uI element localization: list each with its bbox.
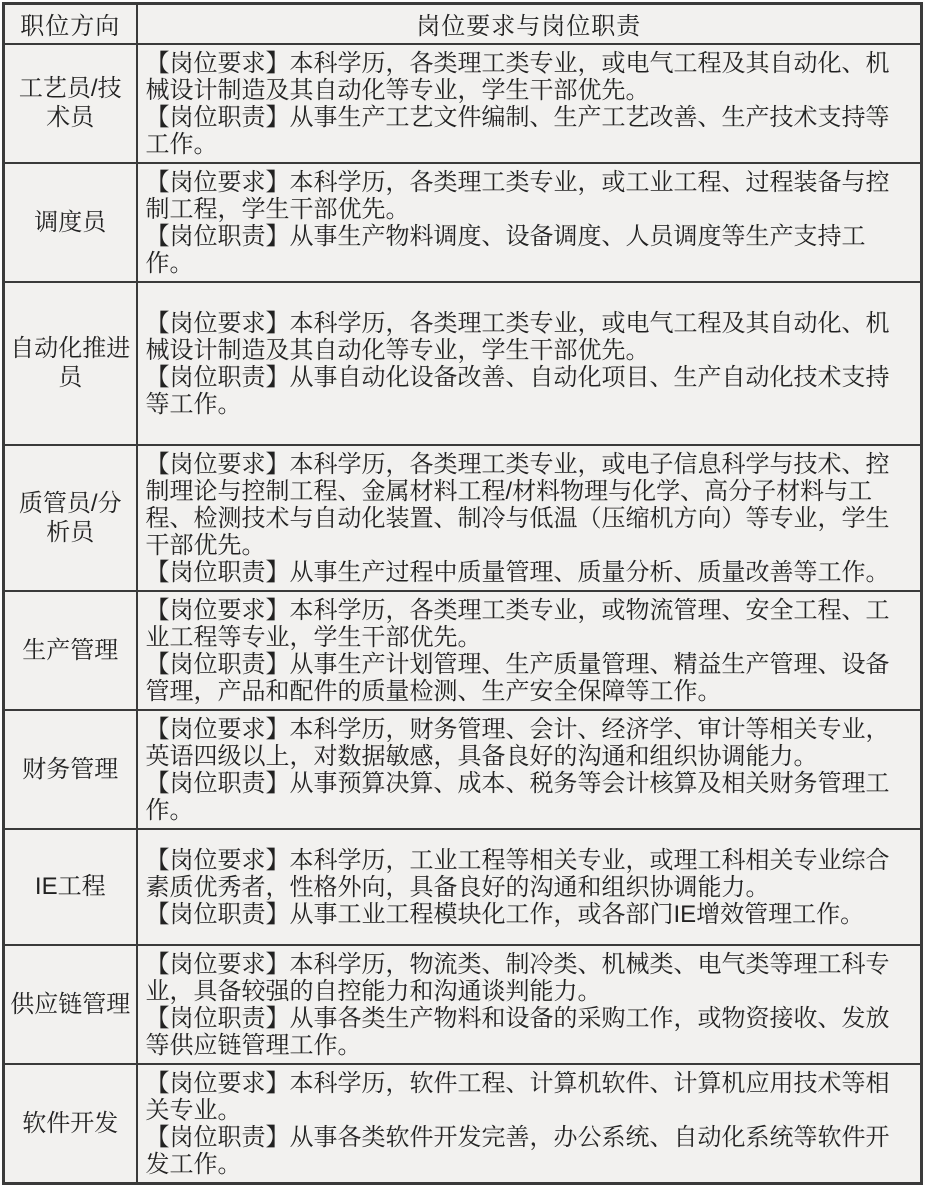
position-cell (4, 591, 137, 710)
details-cell (137, 445, 922, 591)
position-cell (4, 829, 137, 945)
requirements-paragraph (146, 451, 911, 559)
details-cell (137, 1064, 922, 1184)
responsibilities-text: 从事生产工艺文件编制、生产工艺改善、生产技术支持等工作。 (145, 103, 890, 158)
requirements-label: 【岗位要求】 (145, 49, 290, 77)
responsibilities-label: 【岗位职责】 (145, 769, 290, 797)
requirements-text: 本科学历，各类理工类专业，或工业工程、过程装备与控制工程，学生干部优先。 (145, 168, 890, 223)
table-row (4, 282, 922, 445)
responsibilities-label: 【岗位职责】 (145, 103, 290, 131)
position-label: 自动化推进员 (10, 335, 131, 391)
position-label: 软件开发 (22, 1109, 119, 1137)
responsibilities-label: 【岗位职责】 (145, 650, 290, 678)
table-row (4, 710, 922, 829)
requirements-paragraph (146, 310, 911, 364)
position-cell (4, 1064, 137, 1184)
details-cell (137, 710, 922, 829)
header-cell-position: 职位方向 (4, 4, 137, 44)
position-cell (4, 282, 137, 445)
table-row (4, 829, 922, 945)
responsibilities-text: 从事生产过程中质量管理、质量分析、质量改善等工作。 (289, 558, 890, 586)
responsibilities-label: 【岗位职责】 (145, 558, 290, 586)
requirements-label: 【岗位要求】 (145, 596, 290, 624)
table-row (4, 1064, 922, 1184)
details-cell (137, 945, 922, 1064)
header-row (4, 4, 922, 44)
position-label: 工艺员/技术员 (18, 75, 122, 131)
requirements-label: 【岗位要求】 (145, 950, 290, 978)
table-row (4, 945, 922, 1064)
table-row (4, 44, 922, 163)
position-cell (4, 945, 137, 1064)
responsibilities-text: 从事各类生产物料和设备的采购工作，或物资接收、发放等供应链管理工作。 (145, 1004, 890, 1059)
responsibilities-label: 【岗位职责】 (145, 222, 290, 250)
table-row (4, 163, 922, 282)
responsibilities-text: 从事各类软件开发完善，办公系统、自动化系统等软件开发工作。 (145, 1123, 890, 1178)
details-cell (137, 44, 922, 163)
requirements-paragraph (146, 50, 911, 104)
responsibilities-label: 【岗位职责】 (145, 363, 290, 391)
details-cell (137, 163, 922, 282)
position-cell (4, 163, 137, 282)
requirements-paragraph (146, 847, 911, 901)
requirements-paragraph (146, 597, 911, 651)
requirements-text: 本科学历，各类理工类专业，或电气工程及其自动化、机械设计制造及其自动化等专业，学生干部优先。 (145, 309, 890, 364)
requirements-text: 本科学历，财务管理、会计、经济学、审计等相关专业，英语四级以上，对数据敏感，具备良好的沟通和组织协调能力。 (145, 715, 890, 770)
responsibilities-text: 从事预算决算、成本、税务等会计核算及相关财务管理工作。 (145, 769, 890, 824)
requirements-label: 【岗位要求】 (145, 309, 290, 337)
details-cell (137, 829, 922, 945)
position-label: 生产管理 (22, 636, 119, 664)
requirements-label: 【岗位要求】 (145, 450, 290, 478)
position-cell (4, 710, 137, 829)
responsibilities-paragraph (146, 1005, 911, 1059)
position-label: 财务管理 (22, 755, 119, 783)
requirements-label: 【岗位要求】 (145, 1069, 290, 1097)
responsibilities-text: 从事自动化设备改善、自动化项目、生产自动化技术支持等工作。 (145, 363, 890, 418)
requirements-paragraph (146, 716, 911, 770)
table-body (4, 44, 922, 1184)
position-label: 质管员/分析员 (18, 489, 122, 546)
requirements-paragraph (146, 169, 911, 223)
header-cell-requirements: 岗位要求与岗位职责 (137, 4, 922, 44)
table-row (4, 445, 922, 591)
details-cell (137, 591, 922, 710)
responsibilities-paragraph (146, 364, 911, 418)
requirements-label: 【岗位要求】 (145, 846, 290, 874)
requirements-text: 本科学历，各类理工类专业，或物流管理、安全工程、工业工程等专业，学生干部优先。 (145, 596, 890, 651)
responsibilities-paragraph (146, 559, 911, 586)
table-row (4, 591, 922, 710)
requirements-text: 本科学历，工业工程等相关专业，或理工科相关专业综合素质优秀者，性格外向，具备良好的沟通和组织协调能力。 (145, 846, 890, 901)
responsibilities-paragraph (146, 770, 911, 824)
details-cell (137, 282, 922, 445)
position-cell (4, 445, 137, 591)
requirements-paragraph (146, 1070, 911, 1124)
responsibilities-text: 从事工业工程模块化工作，或各部门IE增效管理工作。 (289, 900, 865, 928)
position-label: 调度员 (34, 208, 107, 236)
responsibilities-label: 【岗位职责】 (145, 900, 290, 928)
requirements-text: 本科学历，物流类、制冷类、机械类、电气类等理工科专业，具备较强的自控能力和沟通谈判能力。 (145, 950, 890, 1005)
responsibilities-text: 从事生产物料调度、设备调度、人员调度等生产支持工作。 (145, 222, 866, 277)
requirements-text: 本科学历，各类理工类专业，或电气工程及其自动化、机械设计制造及其自动化等专业，学生干部优先。 (145, 49, 890, 104)
requirements-text: 本科学历，各类理工类专业，或电子信息科学与技术、控制理论与控制工程、金属材料工程/材料物理与化学、高分子材料与工程、检测技术与自动化装置、制冷与低温（压缩机方向）等专业，学生干部优先。 (145, 450, 890, 559)
requirements-text: 本科学历，软件工程、计算机软件、计算机应用技术等相关专业。 (145, 1069, 890, 1124)
responsibilities-label: 【岗位职责】 (145, 1004, 290, 1032)
responsibilities-paragraph (146, 901, 911, 928)
responsibilities-paragraph (146, 223, 911, 277)
job-positions-table (2, 2, 923, 1185)
requirements-label: 【岗位要求】 (145, 168, 290, 196)
responsibilities-label: 【岗位职责】 (145, 1123, 290, 1151)
table-header (4, 4, 922, 44)
requirements-label: 【岗位要求】 (145, 715, 290, 743)
requirements-paragraph (146, 951, 911, 1005)
responsibilities-paragraph (146, 104, 911, 158)
position-label: IE工程 (34, 873, 106, 900)
responsibilities-paragraph (146, 651, 911, 705)
responsibilities-text: 从事生产计划管理、生产质量管理、精益生产管理、设备管理，产品和配件的质量检测、生产安全保障等工作。 (145, 650, 890, 705)
position-cell (4, 44, 137, 163)
position-label: 供应链管理 (10, 990, 131, 1018)
responsibilities-paragraph (146, 1124, 911, 1178)
